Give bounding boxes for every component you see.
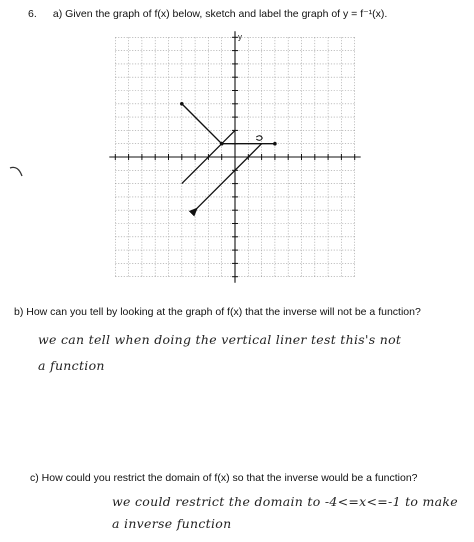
question-b	[14, 306, 421, 318]
question-b-text: b) How can you tell by looking at the graph of f(x) that the inverse will not be a function?	[14, 306, 421, 318]
question-a-text: a) Given the graph of f(x) below, sketch and label the graph of y = f⁻¹(x).	[52, 8, 388, 20]
inverse-sketch-line	[195, 144, 262, 211]
question-c-text: c) How could you restrict the domain of f(x) so that the inverse would be a function?	[30, 472, 418, 484]
question-number: 6.	[28, 8, 37, 20]
answer-b-line2: a function	[38, 358, 105, 373]
y-axis-label: y	[238, 32, 242, 42]
answer-c-line2: a inverse function	[112, 516, 232, 531]
question-c	[30, 472, 418, 484]
function-f-point	[180, 102, 184, 106]
answer-b-line1: we can tell when doing the vertical liner test this's not	[38, 332, 402, 347]
answer-c-line1: we could restrict the domain to -4<=x<=-1 to make	[112, 494, 458, 509]
sketch-loop-mark	[256, 136, 262, 141]
function-f-point	[273, 142, 277, 146]
